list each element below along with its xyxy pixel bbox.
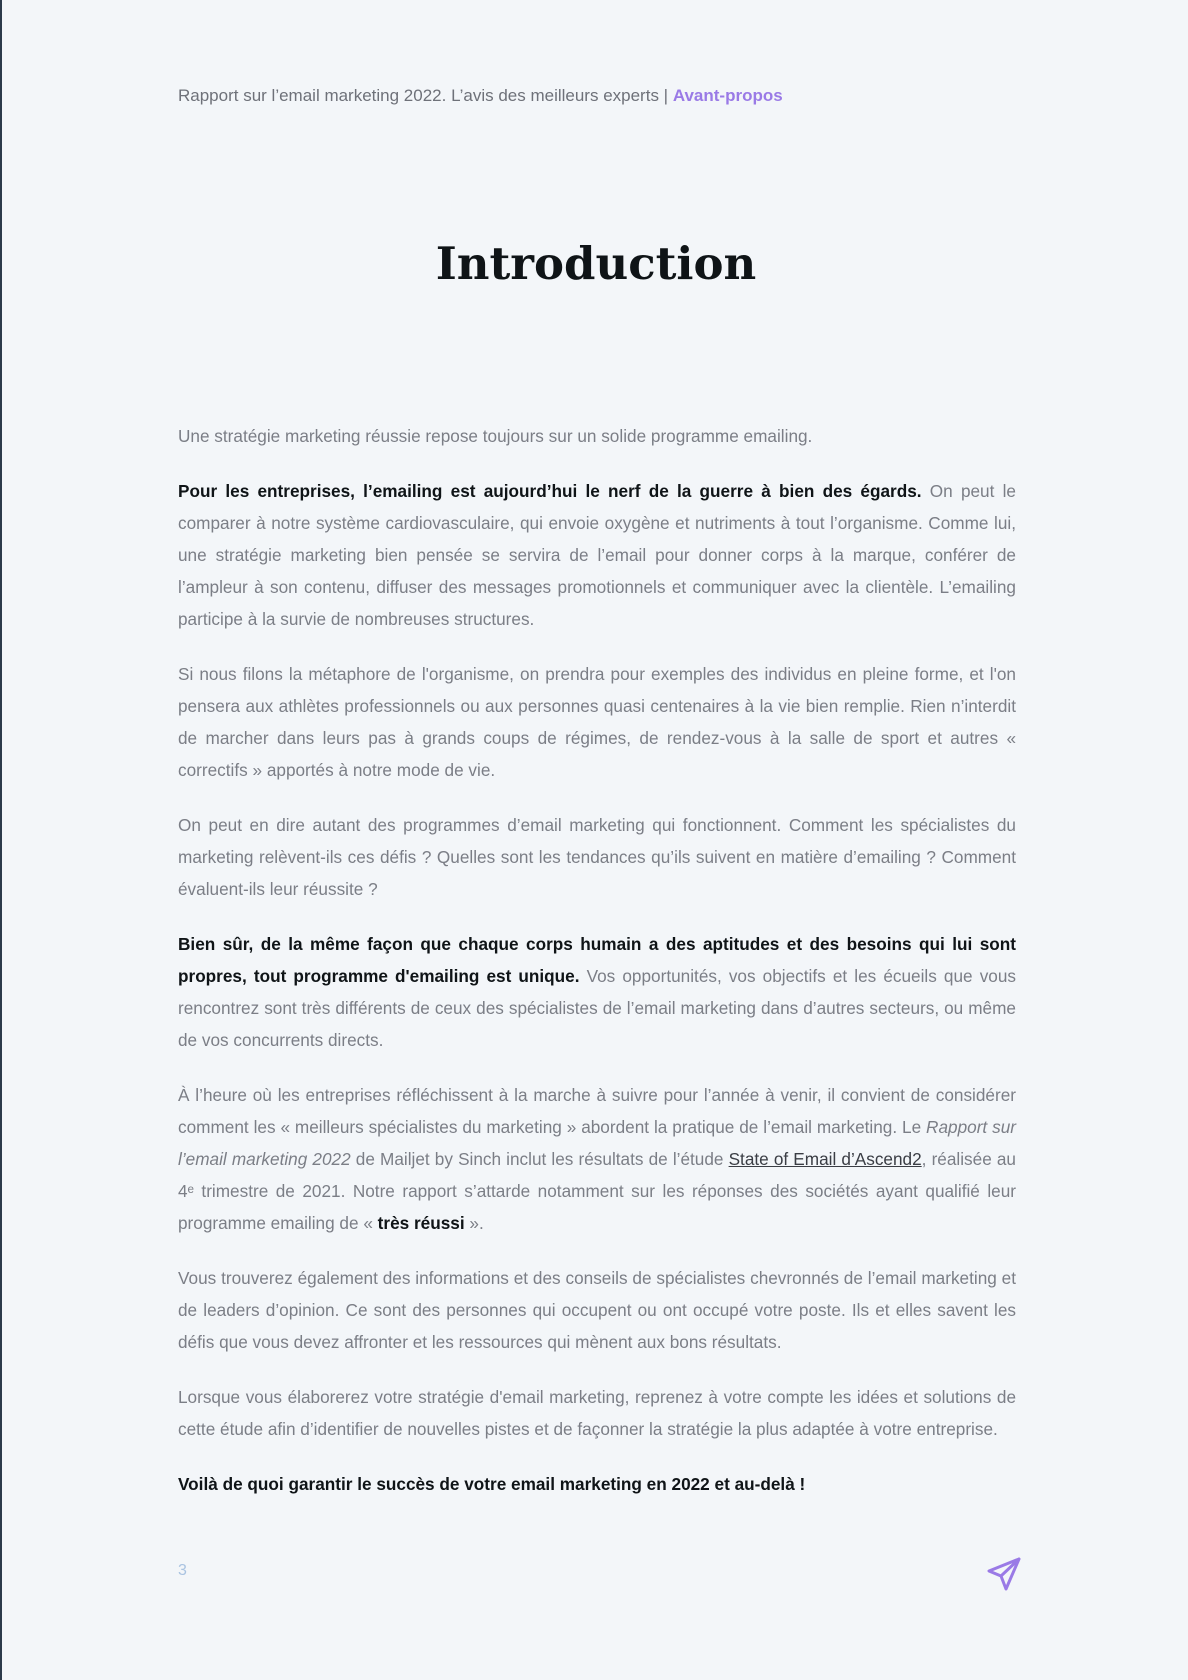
body-text (178, 420, 1016, 1523)
paragraph-8: Lorsque vous élaborerez votre stratégie d'email marketing, reprenez à votre compte les idées et solutions de cette étude afin d’identifier de nouvelles pistes et de façonner la stratégie la plus adaptée à votre entreprise. (178, 1387, 1016, 1439)
paragraph-2 (178, 475, 1016, 635)
paragraph-6-text-b: de Mailjet by Sinch inclut les résultats de l’étude (350, 1149, 729, 1169)
report-title-italic: Rapport sur l’email marketing 2022 (178, 1117, 1016, 1169)
document-page (2, 0, 1188, 1680)
page-title: Introduction (435, 237, 757, 290)
paper-plane-icon (986, 1556, 1022, 1592)
paragraph-7: Vous trouverez également des informations et des conseils de spécialistes chevronnés de l’email marketing et de leaders d’opinion. Ce sont des personnes qui occupent ou ont occupé votre poste. Ils et elles savent les défis que vous devez affronter et les ressources qui mènent aux bons résultats. (178, 1268, 1016, 1352)
paragraph-6-text-d: ». (464, 1213, 484, 1233)
paragraph-5-text: Vos opportunités, vos objectifs et les écueils que vous rencontrez sont très différents de ceux des spécialistes de l’email marketing dans d’autres secteurs, ou même de vos concurrents directs. (178, 966, 1017, 1050)
page-number: 3 (178, 1562, 187, 1579)
paragraph-6-bold: très réussi (377, 1213, 465, 1233)
paragraph-4: On peut en dire autant des programmes d’email marketing qui fonctionnent. Comment les spécialistes du marketing relèvent-ils ces défis ? Quelles sont les tendances qu’ils suivent en matière d’emailing ? Comment évaluent-ils leur réussite ? (178, 815, 1016, 899)
paragraph-9 (178, 1468, 1016, 1500)
paragraph-5 (178, 928, 1016, 1056)
paragraph-2-bold: Pour les entreprises, l’emailing est aujourd’hui le nerf de la guerre à bien des égards. (178, 481, 922, 501)
paragraph-5-bold: Bien sûr, de la même façon que chaque corps humain a des aptitudes et des besoins qui lui sont propres, tout programme d'emailing est unique. (178, 934, 1016, 986)
header-section-link[interactable]: Avant-propos (672, 86, 783, 105)
paragraph-1: Une stratégie marketing réussie repose toujours sur un solide programme emailing. (178, 426, 813, 446)
running-header (178, 84, 783, 108)
study-link[interactable]: State of Email d’Ascend2 (728, 1149, 922, 1169)
paragraph-6-text-c: , réalisée au 4ᵉ trimestre de 2021. Notre rapport s’attarde notamment sur les réponses des sociétés ayant qualifié leur programme emailing de « (178, 1149, 1016, 1233)
paragraph-3: Si nous filons la métaphore de l'organisme, on prendra pour exemples des individus en pleine forme, et l'on pensera aux athlètes professionnels ou aux personnes quasi centenaires à la vie bien remplie. Rien n’interdit de marcher dans leurs pas à grands coups de régimes, de rendez-vous à la salle de sport et autres « correctifs » apportés à notre mode de vie. (178, 664, 1016, 780)
paragraph-9-bold: Voilà de quoi garantir le succès de votre email marketing en 2022 et au-delà ! (178, 1474, 806, 1494)
paragraph-2-text: On peut le comparer à notre système cardiovasculaire, qui envoie oxygène et nutriments à tout l’organisme. Comme lui, une stratégie marketing bien pensée se servira de l’email pour donner corps à la marque, conférer de l’ampleur à son contenu, diffuser des messages promotionnels et communiquer avec la clientèle. L’emailing participe à la survie de nombreuses structures. (178, 481, 1016, 629)
paragraph-6 (178, 1079, 1016, 1239)
header-text: Rapport sur l’email marketing 2022. L’avis des meilleurs experts | (178, 86, 673, 105)
paragraph-6-text-a: À l’heure où les entreprises réfléchissent à la marche à suivre pour l’année à venir, il convient de considérer comment les « meilleurs spécialistes du marketing » abordent la pratique de l’email marketing. Le (178, 1085, 1016, 1137)
